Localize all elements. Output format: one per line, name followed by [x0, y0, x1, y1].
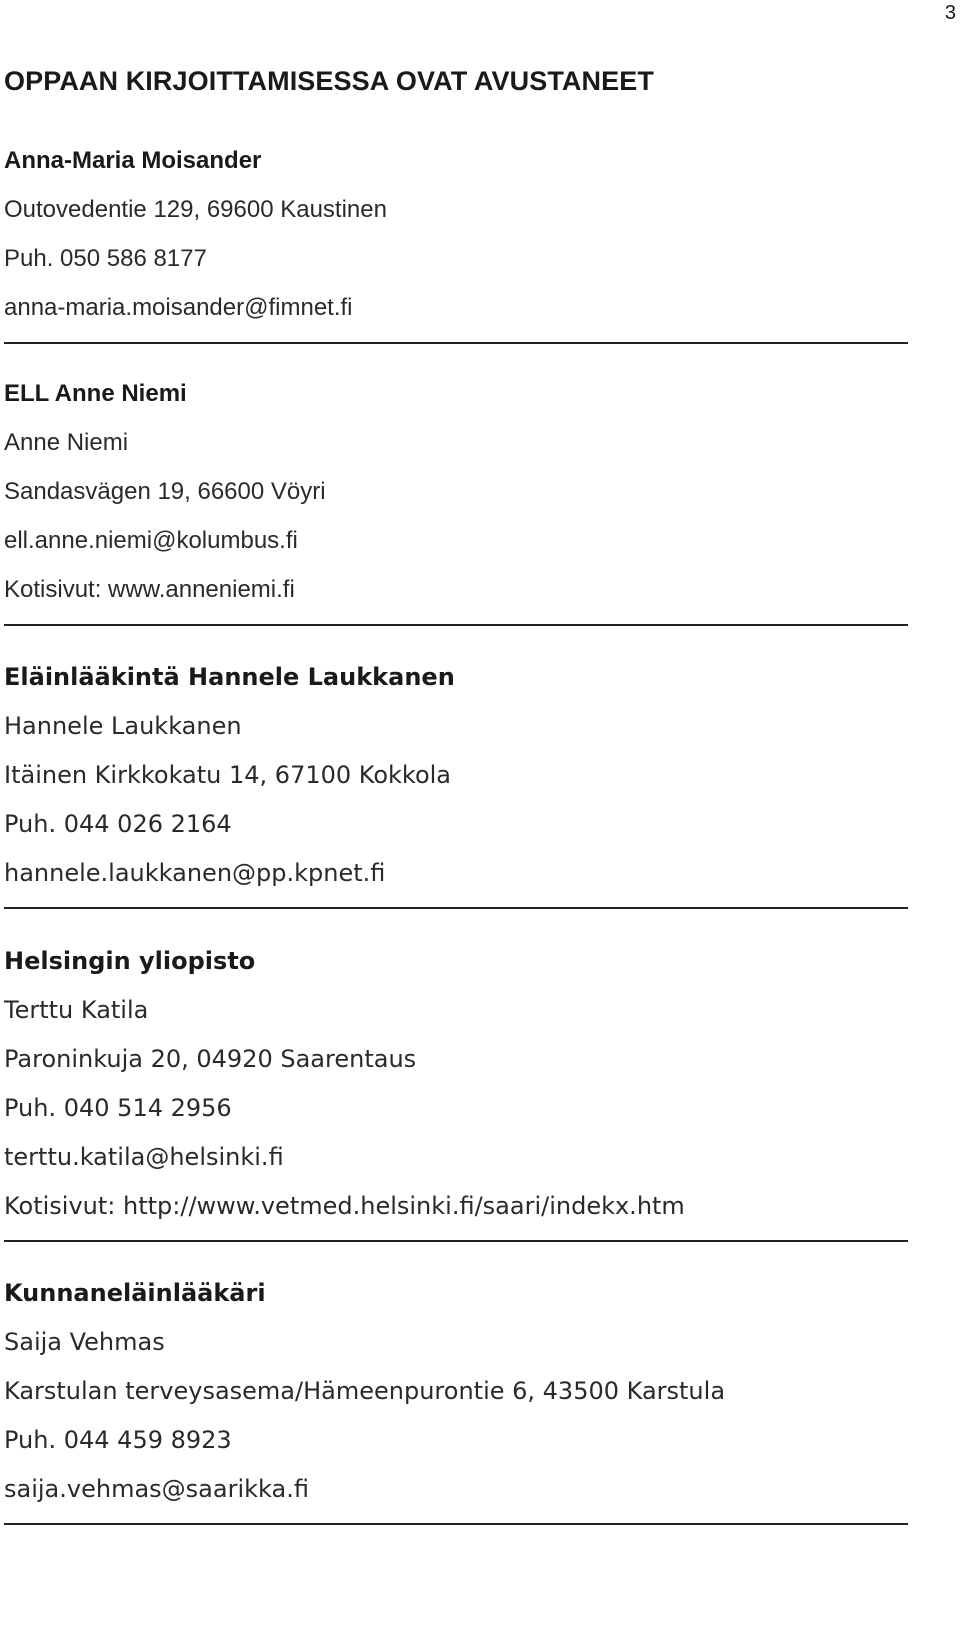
contact-phone: Puh. 040 514 2956 — [4, 1094, 232, 1122]
contact-address: Karstulan terveysasema/Hämeenpurontie 6, 43500 Karstula — [4, 1377, 726, 1405]
contact-email[interactable]: terttu.katila@helsinki.fi — [4, 1143, 284, 1171]
contact-block-niemi — [4, 381, 910, 626]
contact-address: Itäinen Kirkkokatu 14, 67100 Kokkola — [4, 761, 452, 789]
contact-phone: Puh. 050 586 8177 — [4, 245, 207, 272]
organization-name: Kunnaneläinlääkäri — [4, 1279, 266, 1307]
contact-block-laukkanen — [4, 664, 910, 909]
contact-website[interactable]: Kotisivut: www.anneniemi.fi — [4, 576, 295, 603]
contact-email[interactable]: anna-maria.moisander@fimnet.fi — [4, 294, 353, 321]
contact-email[interactable]: hannele.laukkanen@pp.kpnet.fi — [4, 859, 386, 887]
section-divider — [4, 1240, 908, 1242]
contact-address: Paroninkuja 20, 04920 Saarentaus — [4, 1045, 417, 1073]
page-title: OPPAAN KIRJOITTAMISESSA OVAT AVUSTANEET — [4, 66, 654, 96]
contact-block-vehmas — [4, 1280, 910, 1525]
section-divider — [4, 907, 908, 909]
section-divider — [4, 1523, 908, 1525]
contact-person: Hannele Laukkanen — [4, 712, 242, 740]
contact-name: Anna-Maria Moisander — [4, 147, 262, 174]
section-divider — [4, 342, 908, 344]
contact-address: Sandasvägen 19, 66600 Vöyri — [4, 478, 326, 505]
contact-website[interactable]: Kotisivut: http://www.vetmed.helsinki.fi/saari/indekx.htm — [4, 1192, 685, 1220]
contact-person: Saija Vehmas — [4, 1328, 165, 1356]
contact-email[interactable]: ell.anne.niemi@kolumbus.fi — [4, 527, 298, 554]
contact-block-moisander — [4, 148, 910, 344]
contact-email[interactable]: saija.vehmas@saarikka.fi — [4, 1475, 309, 1503]
organization-name: Helsingin yliopisto — [4, 947, 256, 975]
contact-block-katila — [4, 948, 910, 1242]
contact-list — [4, 148, 910, 1525]
contact-phone: Puh. 044 026 2164 — [4, 810, 232, 838]
section-divider — [4, 624, 908, 626]
contact-person: Terttu Katila — [4, 996, 149, 1024]
organization-name: ELL Anne Niemi — [4, 380, 187, 407]
page-number: 3 — [944, 2, 956, 24]
contact-address: Outovedentie 129, 69600 Kaustinen — [4, 196, 387, 223]
contact-phone: Puh. 044 459 8923 — [4, 1426, 232, 1454]
contact-person: Anne Niemi — [4, 429, 129, 456]
organization-name: Eläinlääkintä Hannele Laukkanen — [4, 663, 455, 691]
